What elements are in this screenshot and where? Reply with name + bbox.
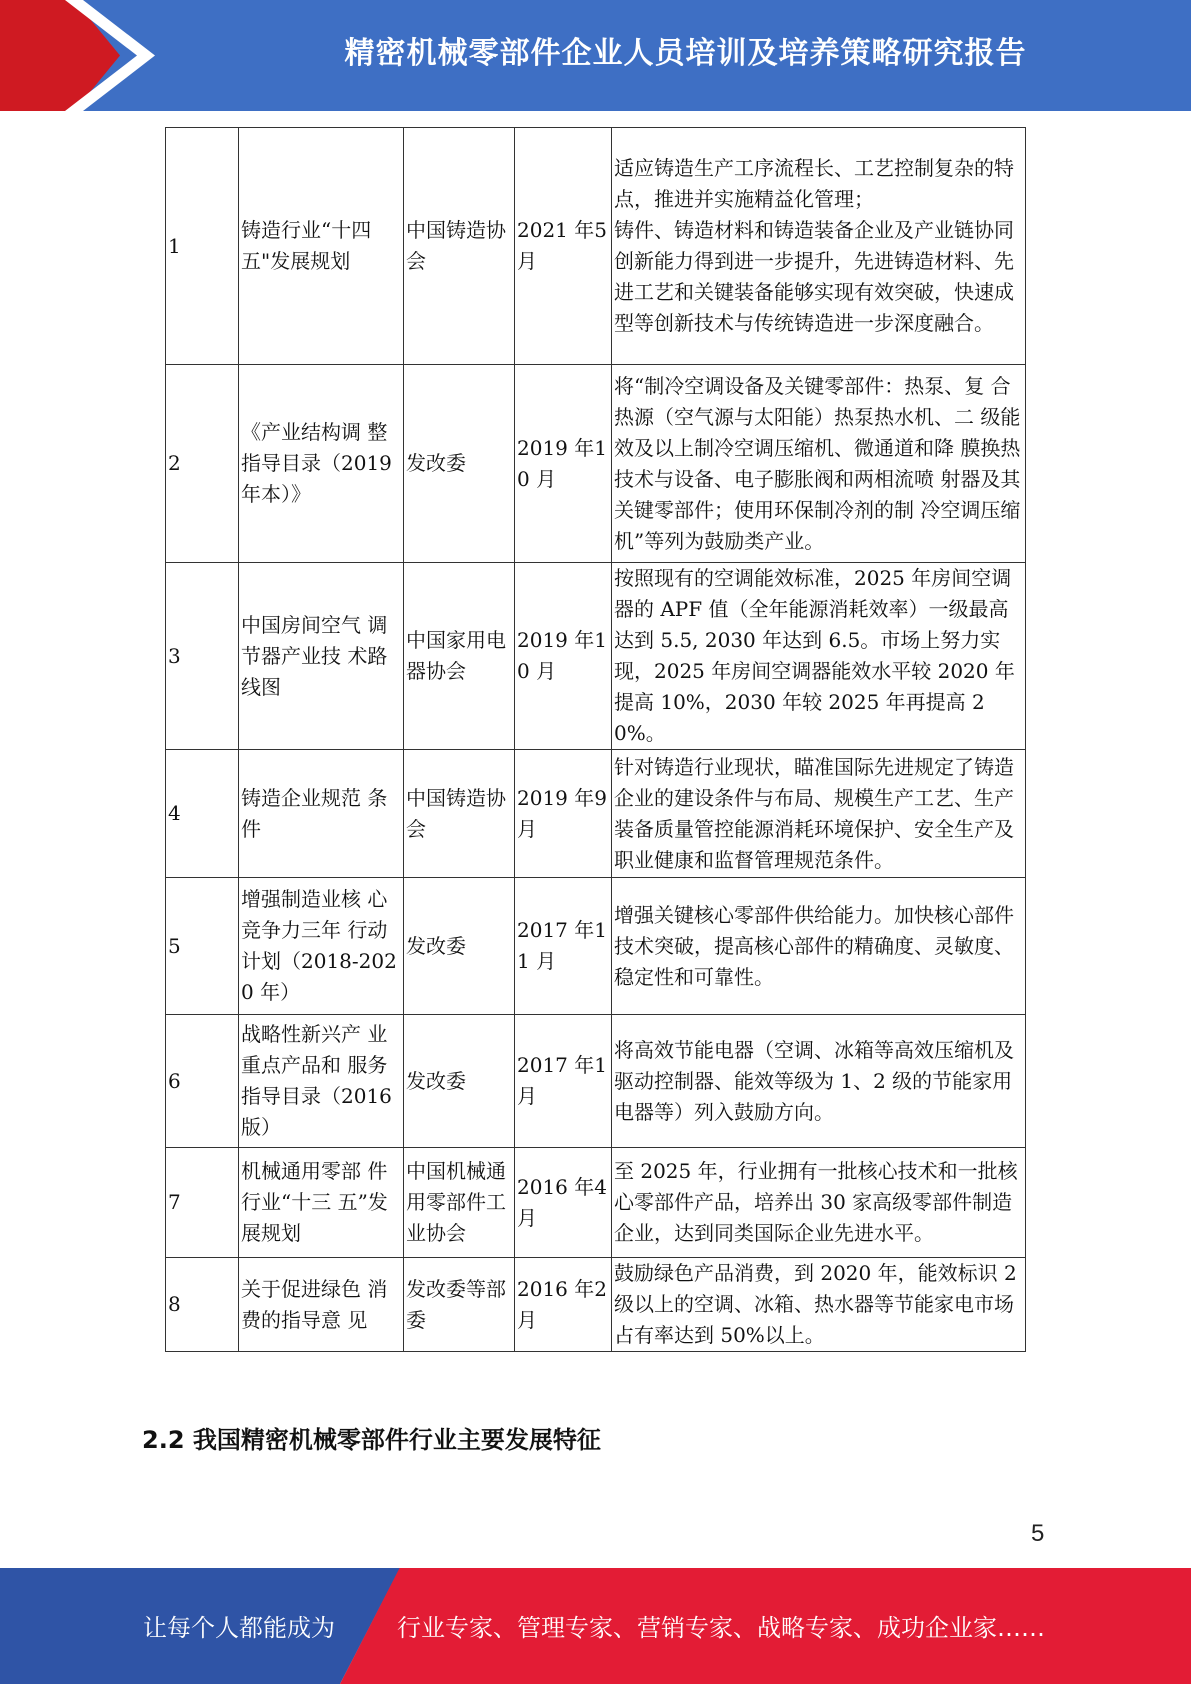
issuing-organization: 中国铸造协会 [404, 750, 515, 878]
row-number: 1 [166, 128, 239, 365]
issuing-organization: 发改委等部委 [404, 1258, 515, 1352]
issue-date: 2017 年1 月 [515, 1015, 612, 1148]
policy-name: 中国房间空气 调节器产业技 术路线图 [239, 563, 404, 750]
page-footer [0, 1568, 1191, 1684]
row-number: 6 [166, 1015, 239, 1148]
table-row [166, 1015, 1026, 1148]
issue-date: 2019 年10 月 [515, 365, 612, 563]
policy-name: 战略性新兴产 业重点产品和 服务指导目录（2016 版） [239, 1015, 404, 1148]
issuing-organization: 发改委 [404, 1015, 515, 1148]
issuing-organization: 中国家用电器协会 [404, 563, 515, 750]
policy-name: 铸造企业规范 条件 [239, 750, 404, 878]
table-row [166, 128, 1026, 365]
issuing-organization: 中国机械通用零部件工业协会 [404, 1148, 515, 1258]
table-row [166, 878, 1026, 1015]
issuing-organization: 发改委 [404, 878, 515, 1015]
report-title: 精密机械零部件企业人员培训及培养策略研究报告 [344, 36, 1027, 71]
policy-name: 增强制造业核 心竞争力三年 行动计划（2018-2020 年） [239, 878, 404, 1015]
issue-date: 2019 年9 月 [515, 750, 612, 878]
issue-date: 2016 年2 月 [515, 1258, 612, 1352]
policy-description: 按照现有的空调能效标准，2025 年房间空调器的 APF 值（全年能源消耗效率）一级最高达到 5.5, 2030 年达到 6.5。市场上努力实现，2025 年房间空调器能效水平较 2020 年提高 10%，2030 年较 2025 年再提高 20%。 [612, 563, 1026, 750]
table-row [166, 1258, 1026, 1352]
policy-description: 增强关键核心零部件供给能力。加快核心部件技术突破，提高核心部件的精确度、灵敏度、稳定性和可靠性。 [612, 878, 1026, 1015]
row-number: 3 [166, 563, 239, 750]
footer-slogan-left: 让每个人都能成为 [143, 1614, 335, 1642]
issue-date: 2021 年5 月 [515, 128, 612, 365]
policy-name: 关于促进绿色 消费的指导意 见 [239, 1258, 404, 1352]
issuing-organization: 发改委 [404, 365, 515, 563]
issue-date: 2017 年11 月 [515, 878, 612, 1015]
section-heading: 2.2 我国精密机械零部件行业主要发展特征 [142, 1426, 601, 1454]
policy-description: 鼓励绿色产品消费，到 2020 年，能效标识 2 级以上的空调、冰箱、热水器等节能家电市场占有率达到 50%以上。 [612, 1258, 1026, 1352]
row-number: 2 [166, 365, 239, 563]
policy-description: 将高效节能电器（空调、冰箱等高效压缩机及驱动控制器、能效等级为 1、2 级的节能家用电器等）列入鼓励方向。 [612, 1015, 1026, 1148]
row-number: 4 [166, 750, 239, 878]
policy-name: 《产业结构调 整指导目录（2019 年本）》 [239, 365, 404, 563]
row-number: 7 [166, 1148, 239, 1258]
policy-description: 适应铸造生产工序流程长、工艺控制复杂的特点，推进并实施精益化管理； 铸件、铸造材料和铸造装备企业及产业链协同创新能力得到进一步提升，先进铸造材料、先进工艺和关键装备能够实现有效突破，快速成型等创新技术与传统铸造进一步深度融合。 [612, 128, 1026, 365]
page-number: 5 [1031, 1520, 1045, 1547]
issuing-organization: 中国铸造协会 [404, 128, 515, 365]
page-header [0, 0, 1191, 111]
table-row [166, 1148, 1026, 1258]
table-row [166, 563, 1026, 750]
table-row [166, 365, 1026, 563]
policy-description: 将“制冷空调设备及关键零部件：热泵、复 合热源（空气源与太阳能）热泵热水机、二 级能效及以上制冷空调压缩机、微通道和降 膜换热技术与设备、电子膨胀阀和两相流喷 射器及其关键零部件；使用环保制冷剂的制 冷空调压缩机”等列为鼓励类产业。 [612, 365, 1026, 563]
issue-date: 2016 年4 月 [515, 1148, 612, 1258]
policy-table [165, 127, 1026, 1352]
policy-name: 铸造行业“十四五"发展规划 [239, 128, 404, 365]
issue-date: 2019 年10 月 [515, 563, 612, 750]
footer-slogan-right: 行业专家、管理专家、营销专家、战略专家、成功企业家…… [397, 1614, 1045, 1642]
row-number: 8 [166, 1258, 239, 1352]
table-row [166, 750, 1026, 878]
row-number: 5 [166, 878, 239, 1015]
policy-name: 机械通用零部 件行业“十三 五”发展规划 [239, 1148, 404, 1258]
policy-description: 至 2025 年，行业拥有一批核心技术和一批核心零部件产品，培养出 30 家高级零部件制造企业，达到同类国际企业先进水平。 [612, 1148, 1026, 1258]
policy-description: 针对铸造行业现状，瞄准国际先进规定了铸造企业的建设条件与布局、规模生产工艺、生产装备质量管控能源消耗环境保护、安全生产及职业健康和监督管理规范条件。 [612, 750, 1026, 878]
